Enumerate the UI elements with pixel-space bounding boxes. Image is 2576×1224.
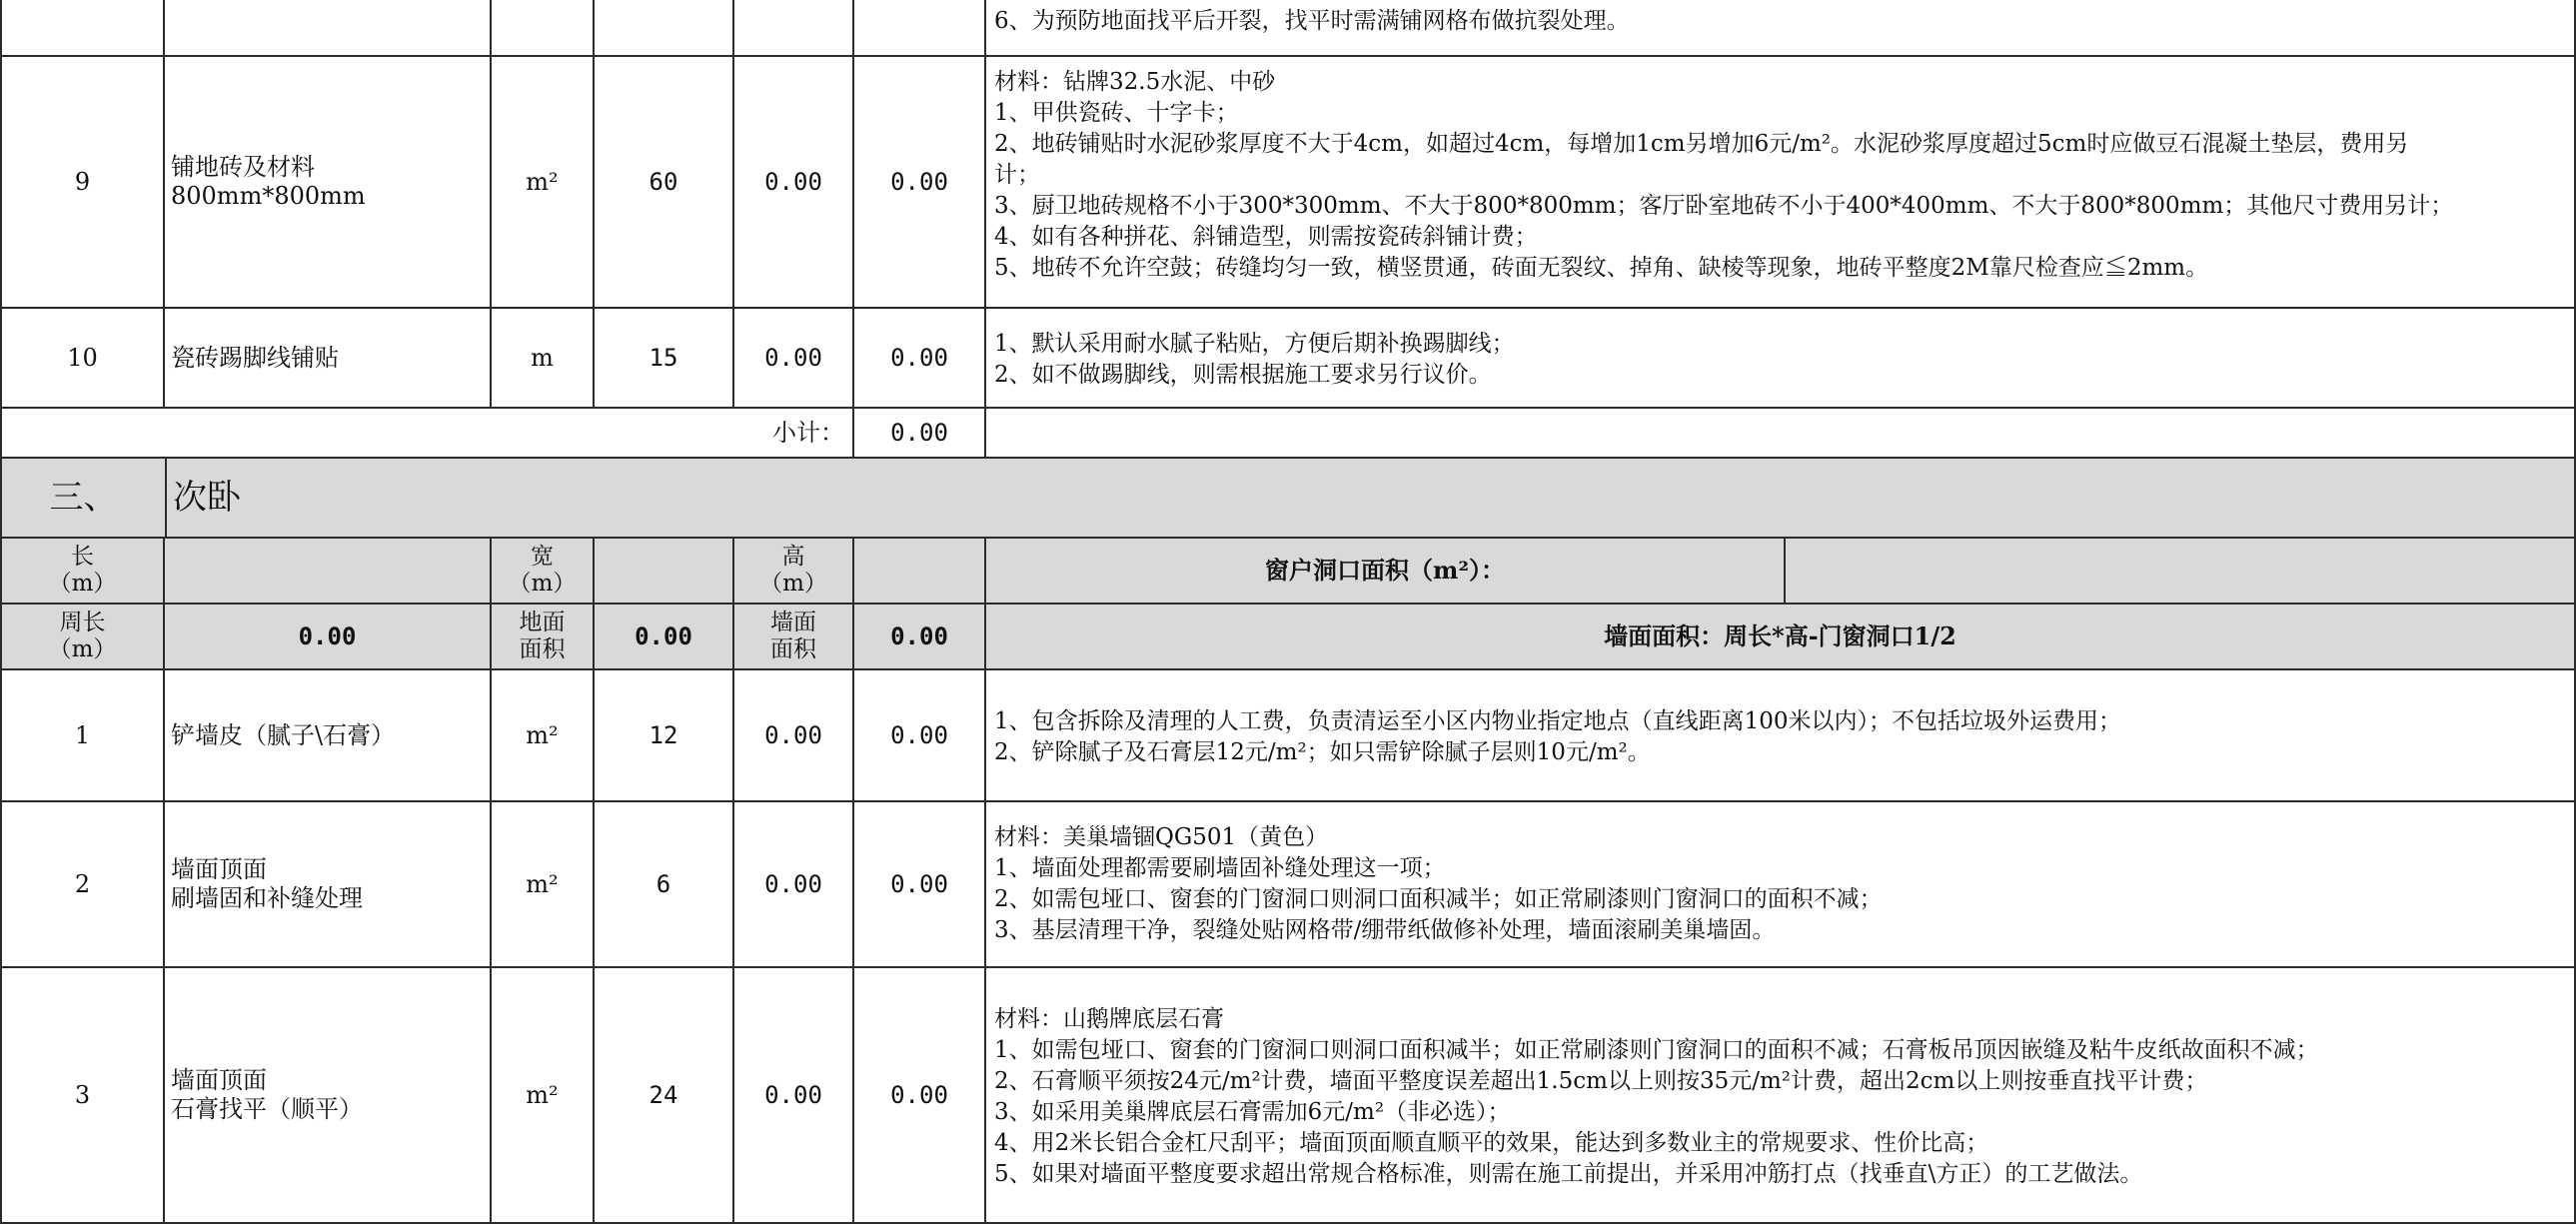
desc-line: 4、如有各种拼花、斜铺造型，则需按瓷砖斜铺计费； xyxy=(994,224,1538,250)
item-name-line: 石膏找平（顺平） xyxy=(171,1095,363,1123)
wall-area-value-text: 0.00 xyxy=(890,621,948,650)
window-area-value xyxy=(1786,539,2576,605)
item-name-line: 铺地砖及材料 xyxy=(171,153,315,182)
item-quantity: 15 xyxy=(648,343,678,372)
item-name-line: 800mm*800mm xyxy=(171,182,366,210)
desc-line: 1、墙面处理都需要刷墙固补缝处理这一项； xyxy=(994,855,1446,881)
item-number: 10 xyxy=(67,343,98,372)
item-quantity: 12 xyxy=(648,720,678,749)
floor-area-label xyxy=(492,605,595,670)
subtotal-value xyxy=(854,409,986,459)
row-1-name xyxy=(165,670,492,802)
row-2-no xyxy=(0,802,165,968)
desc-line: 5、地砖不允许空鼓；砖缝均匀一致，横竖贯通，砖面无裂纹、掉角、缺棱等现象，地砖平整度2M靠尺检查应≦2mm。 xyxy=(994,255,2209,281)
wall-area-formula xyxy=(986,605,2576,670)
item-name-line: 墙面顶面 xyxy=(171,855,267,884)
desc-line: 材料：美巢墙锢QG501（黄色） xyxy=(994,824,1329,850)
row-1-unit xyxy=(492,670,595,802)
desc-line: 材料：山鹅牌底层石膏 xyxy=(994,1006,1224,1032)
subtotal-label xyxy=(734,409,854,459)
item-unit: m² xyxy=(526,1080,559,1109)
desc-line: 2、铲除腻子及石膏层12元/m²；如只需铲除腻子层则10元/m²。 xyxy=(994,739,1651,765)
desc-line: 2、地砖铺贴时水泥砂浆厚度不大于4cm，如超过4cm，每增加1cm另增加6元/m²。水泥砂浆厚度超过5cm时应做豆石混凝土垫层，费用另 xyxy=(994,131,2409,157)
floor-area-label-text: 地面 面积 xyxy=(519,610,566,662)
row-3-total xyxy=(854,968,986,1224)
prev-row-qty xyxy=(595,0,734,57)
item-name-line: 铲墙皮（腻子\石膏） xyxy=(171,720,396,749)
row-2-price xyxy=(734,802,854,968)
desc-line: 3、基层清理干净，裂缝处贴网格带/绷带纸做修补处理，墙面滚刷美巢墙固。 xyxy=(994,917,1776,943)
subtotal-blank xyxy=(986,409,2576,459)
row-3-qty xyxy=(595,968,734,1224)
row-3-unit xyxy=(492,968,595,1224)
item-unit-price: 0.00 xyxy=(764,343,822,372)
window-area-label-text: 窗户洞口面积（m²）： xyxy=(1265,555,1505,585)
item-total: 0.00 xyxy=(890,167,948,196)
item-total: 0.00 xyxy=(890,869,948,898)
row-9-name xyxy=(165,57,492,309)
item-name-line: 刷墙固和补缝处理 xyxy=(171,884,363,912)
section-title-text: 次卧 xyxy=(173,477,241,518)
desc-line: 1、甲供瓷砖、十字卡； xyxy=(994,100,1239,126)
row-1-price xyxy=(734,670,854,802)
item-unit-price: 0.00 xyxy=(764,869,822,898)
item-unit: m² xyxy=(526,720,559,749)
row-1-total xyxy=(854,670,986,802)
item-unit: m² xyxy=(526,869,559,898)
row-1-qty xyxy=(595,670,734,802)
perimeter-value-text: 0.00 xyxy=(298,621,357,650)
item-number: 1 xyxy=(74,720,91,749)
row-9-price xyxy=(734,57,854,309)
item-quantity: 6 xyxy=(655,869,671,898)
desc-line: 4、用2米长铝合金杠尺刮平；墙面顶面顺直顺平的效果，能达到多数业主的常规要求、性价比高； xyxy=(994,1130,1989,1156)
item-total: 0.00 xyxy=(890,720,948,749)
item-quantity: 24 xyxy=(648,1080,678,1109)
section-title xyxy=(165,459,2576,539)
floor-area-value-text: 0.00 xyxy=(635,621,692,650)
prev-row-no xyxy=(0,0,165,57)
window-area-label xyxy=(986,539,1786,605)
row-2-qty xyxy=(595,802,734,968)
height-value xyxy=(854,539,986,605)
row-9-unit xyxy=(492,57,595,309)
row-9-qty xyxy=(595,57,734,309)
item-name-line: 瓷砖踢脚线铺贴 xyxy=(171,343,339,372)
row-10-total xyxy=(854,309,986,409)
row-10-name xyxy=(165,309,492,409)
width-label-text: 宽 （m） xyxy=(508,544,577,597)
item-number: 9 xyxy=(74,167,91,196)
row-2-unit xyxy=(492,802,595,968)
row-3-desc xyxy=(986,968,2576,1224)
prev-row-price xyxy=(734,0,854,57)
prev-row-desc xyxy=(986,0,2576,57)
row-10-desc xyxy=(986,309,2576,409)
row-1-desc xyxy=(986,670,2576,802)
desc-line: 2、如不做踢脚线，则需根据施工要求另行议价。 xyxy=(994,362,1492,388)
row-3-no xyxy=(0,968,165,1224)
width-value xyxy=(595,539,734,605)
length-label-text: 长 （m） xyxy=(48,544,117,597)
width-label xyxy=(492,539,595,605)
row-3-price xyxy=(734,968,854,1224)
item-total: 0.00 xyxy=(890,343,948,372)
item-quantity: 60 xyxy=(648,167,678,196)
desc-line: 1、默认采用耐水腻子粘贴，方便后期补换踢脚线； xyxy=(994,331,1515,357)
item-number: 3 xyxy=(74,1080,91,1109)
desc-line: 计； xyxy=(994,162,1040,188)
height-label-text: 高 （m） xyxy=(759,544,827,597)
row-10-unit xyxy=(492,309,595,409)
item-number: 2 xyxy=(74,869,91,898)
item-unit: m xyxy=(531,343,554,372)
item-name-line: 墙面顶面 xyxy=(171,1066,267,1095)
row-9-total xyxy=(854,57,986,309)
height-label xyxy=(734,539,854,605)
prev-row-desc-line: 6、为预防地面找平后开裂，找平时需满铺网格布做抗裂处理。 xyxy=(994,8,1630,34)
perimeter-value xyxy=(165,605,492,670)
desc-line: 2、石膏顺平须按24元/m²计费，墙面平整度误差超出1.5cm以上则按35元/m²计费，超出2cm以上则按垂直找平计费； xyxy=(994,1068,2208,1094)
wall-area-formula-text: 墙面面积：周长*高-门窗洞口1/2 xyxy=(1604,620,1956,650)
item-unit-price: 0.00 xyxy=(764,720,822,749)
perimeter-label-text: 周长 （m） xyxy=(48,610,117,662)
row-1-no xyxy=(0,670,165,802)
row-2-name xyxy=(165,802,492,968)
desc-line: 材料：钻牌32.5水泥、中砂 xyxy=(994,69,1276,95)
desc-line: 5、如果对墙面平整度要求超出常规合格标准，则需在施工前提出，并采用冲筋打点（找垂直\方正）的工艺做法。 xyxy=(994,1161,2143,1187)
item-total: 0.00 xyxy=(890,1080,948,1109)
desc-line: 3、如采用美巢牌底层石膏需加6元/m²（非必选）； xyxy=(994,1099,1511,1125)
subtotal-spacer xyxy=(0,409,734,459)
row-3-name xyxy=(165,968,492,1224)
subtotal-amount: 0.00 xyxy=(890,418,948,447)
row-2-desc xyxy=(986,802,2576,968)
desc-line: 3、厨卫地砖规格不小于300*300mm、不大于800*800mm；客厅卧室地砖不小于400*400mm、不大于800*800mm；其他尺寸费用另计； xyxy=(994,193,2454,219)
wall-area-value xyxy=(854,605,986,670)
perimeter-label xyxy=(0,605,165,670)
row-9-no xyxy=(0,57,165,309)
item-unit-price: 0.00 xyxy=(764,167,822,196)
length-label xyxy=(0,539,165,605)
row-9-desc xyxy=(986,57,2576,309)
wall-area-label-text: 墙面 面积 xyxy=(770,610,816,662)
length-value xyxy=(165,539,492,605)
row-2-total xyxy=(854,802,986,968)
section-number-text: 三、 xyxy=(49,477,118,518)
item-unit: m² xyxy=(526,167,559,196)
desc-line: 1、如需包垭口、窗套的门窗洞口则洞口面积减半；如正常刷漆则门窗洞口的面积不减；石膏板吊顶因嵌缝及粘牛皮纸故面积不减； xyxy=(994,1037,2319,1063)
section-number xyxy=(0,459,165,539)
row-10-qty xyxy=(595,309,734,409)
prev-row-unit xyxy=(492,0,595,57)
desc-line: 2、如需包垭口、窗套的门窗洞口则洞口面积减半；如正常刷漆则门窗洞口的面积不减； xyxy=(994,886,1883,912)
row-10-no xyxy=(0,309,165,409)
row-10-price xyxy=(734,309,854,409)
prev-row-total xyxy=(854,0,986,57)
subtotal-label-text: 小计： xyxy=(772,418,844,447)
desc-line: 1、包含拆除及清理的人工费，负责清运至小区内物业指定地点（直线距离100米以内）；不包括垃圾外运费用； xyxy=(994,708,2122,734)
prev-row-name xyxy=(165,0,492,57)
wall-area-label xyxy=(734,605,854,670)
floor-area-value xyxy=(595,605,734,670)
item-unit-price: 0.00 xyxy=(764,1080,822,1109)
